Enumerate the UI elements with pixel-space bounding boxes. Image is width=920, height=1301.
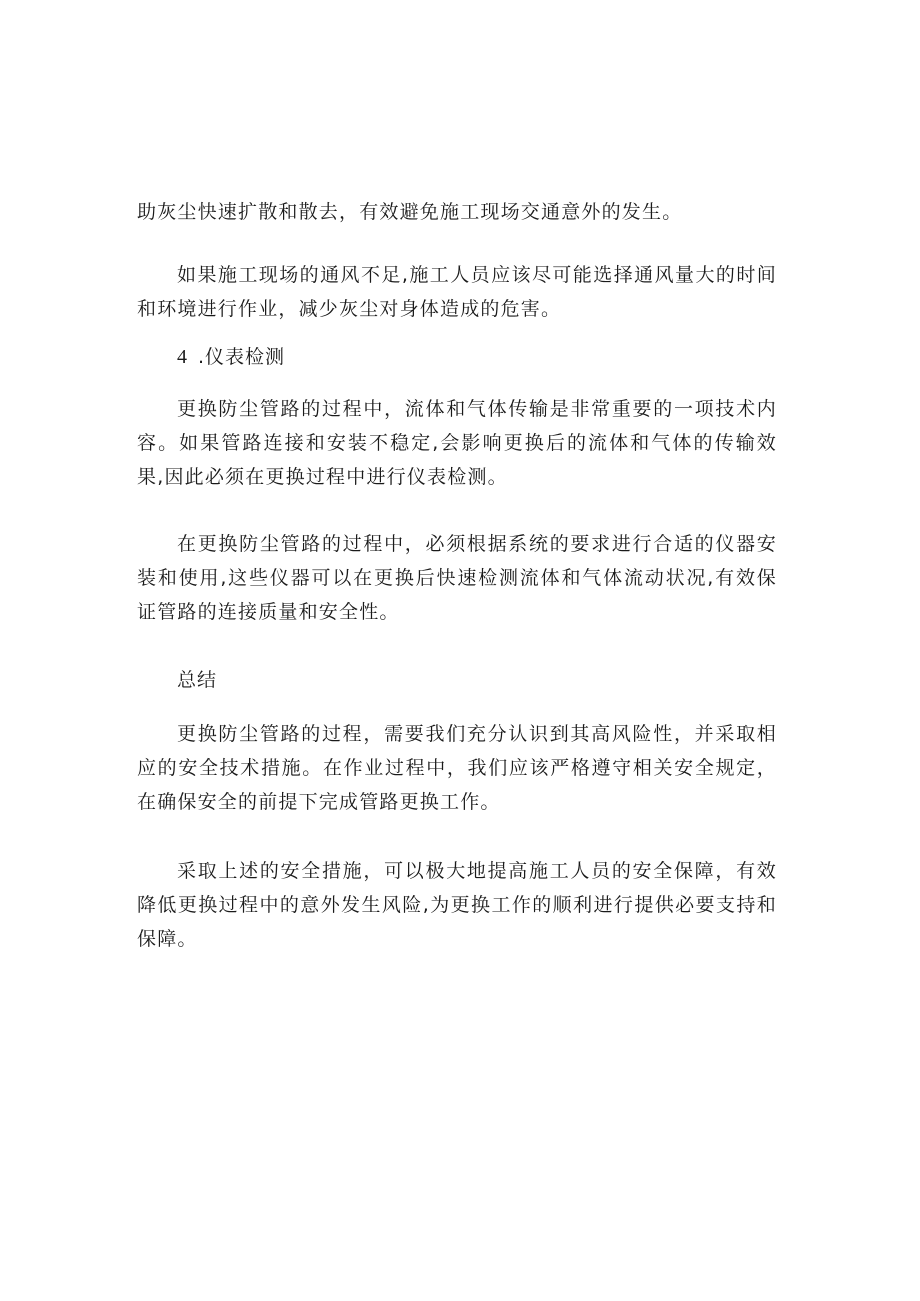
paragraph-summary: 更换防尘管路的过程，需要我们充分认识到其高风险性，并采取相应的安全技术措施。在作业过程中，我们应该严格遵守相关安全规定，在确保安全的前提下完成管路更换工作。: [137, 723, 777, 813]
summary-heading: 总结: [177, 669, 218, 691]
section-heading-instrument-detection: [177, 340, 285, 374]
paragraph-instrument-install: 在更换防尘管路的过程中，必须根据系统的要求进行合适的仪器安装和使用,这些仪器可以在更换后快速检测流体和气体流动状况,有效保证管路的连接质量和安全性。: [137, 533, 777, 623]
paragraph-conclusion: 采取上述的安全措施，可以极大地提高施工人员的安全保障，有效降低更换过程中的意外发生风险,为更换工作的顺利进行提供必要支持和保障。: [137, 860, 777, 950]
paragraph-fluid-transfer: 更换防尘管路的过程中，流体和气体传输是非常重要的一项技术内容。如果管路连接和安装不稳定,会影响更换后的流体和气体的传输效果,因此必须在更换过程中进行仪表检测。: [137, 398, 777, 488]
section-number: 4: [177, 346, 188, 368]
section-title: .仪表检测: [198, 346, 286, 368]
paragraph-continuation: 助灰尘快速扩散和散去，有效避免施工现场交通意外的发生。: [137, 201, 683, 223]
paragraph-ventilation: 如果施工现场的通风不足,施工人员应该尽可能选择通风量大的时间和环境进行作业，减少灰尘对身体造成的危害。: [137, 264, 777, 320]
